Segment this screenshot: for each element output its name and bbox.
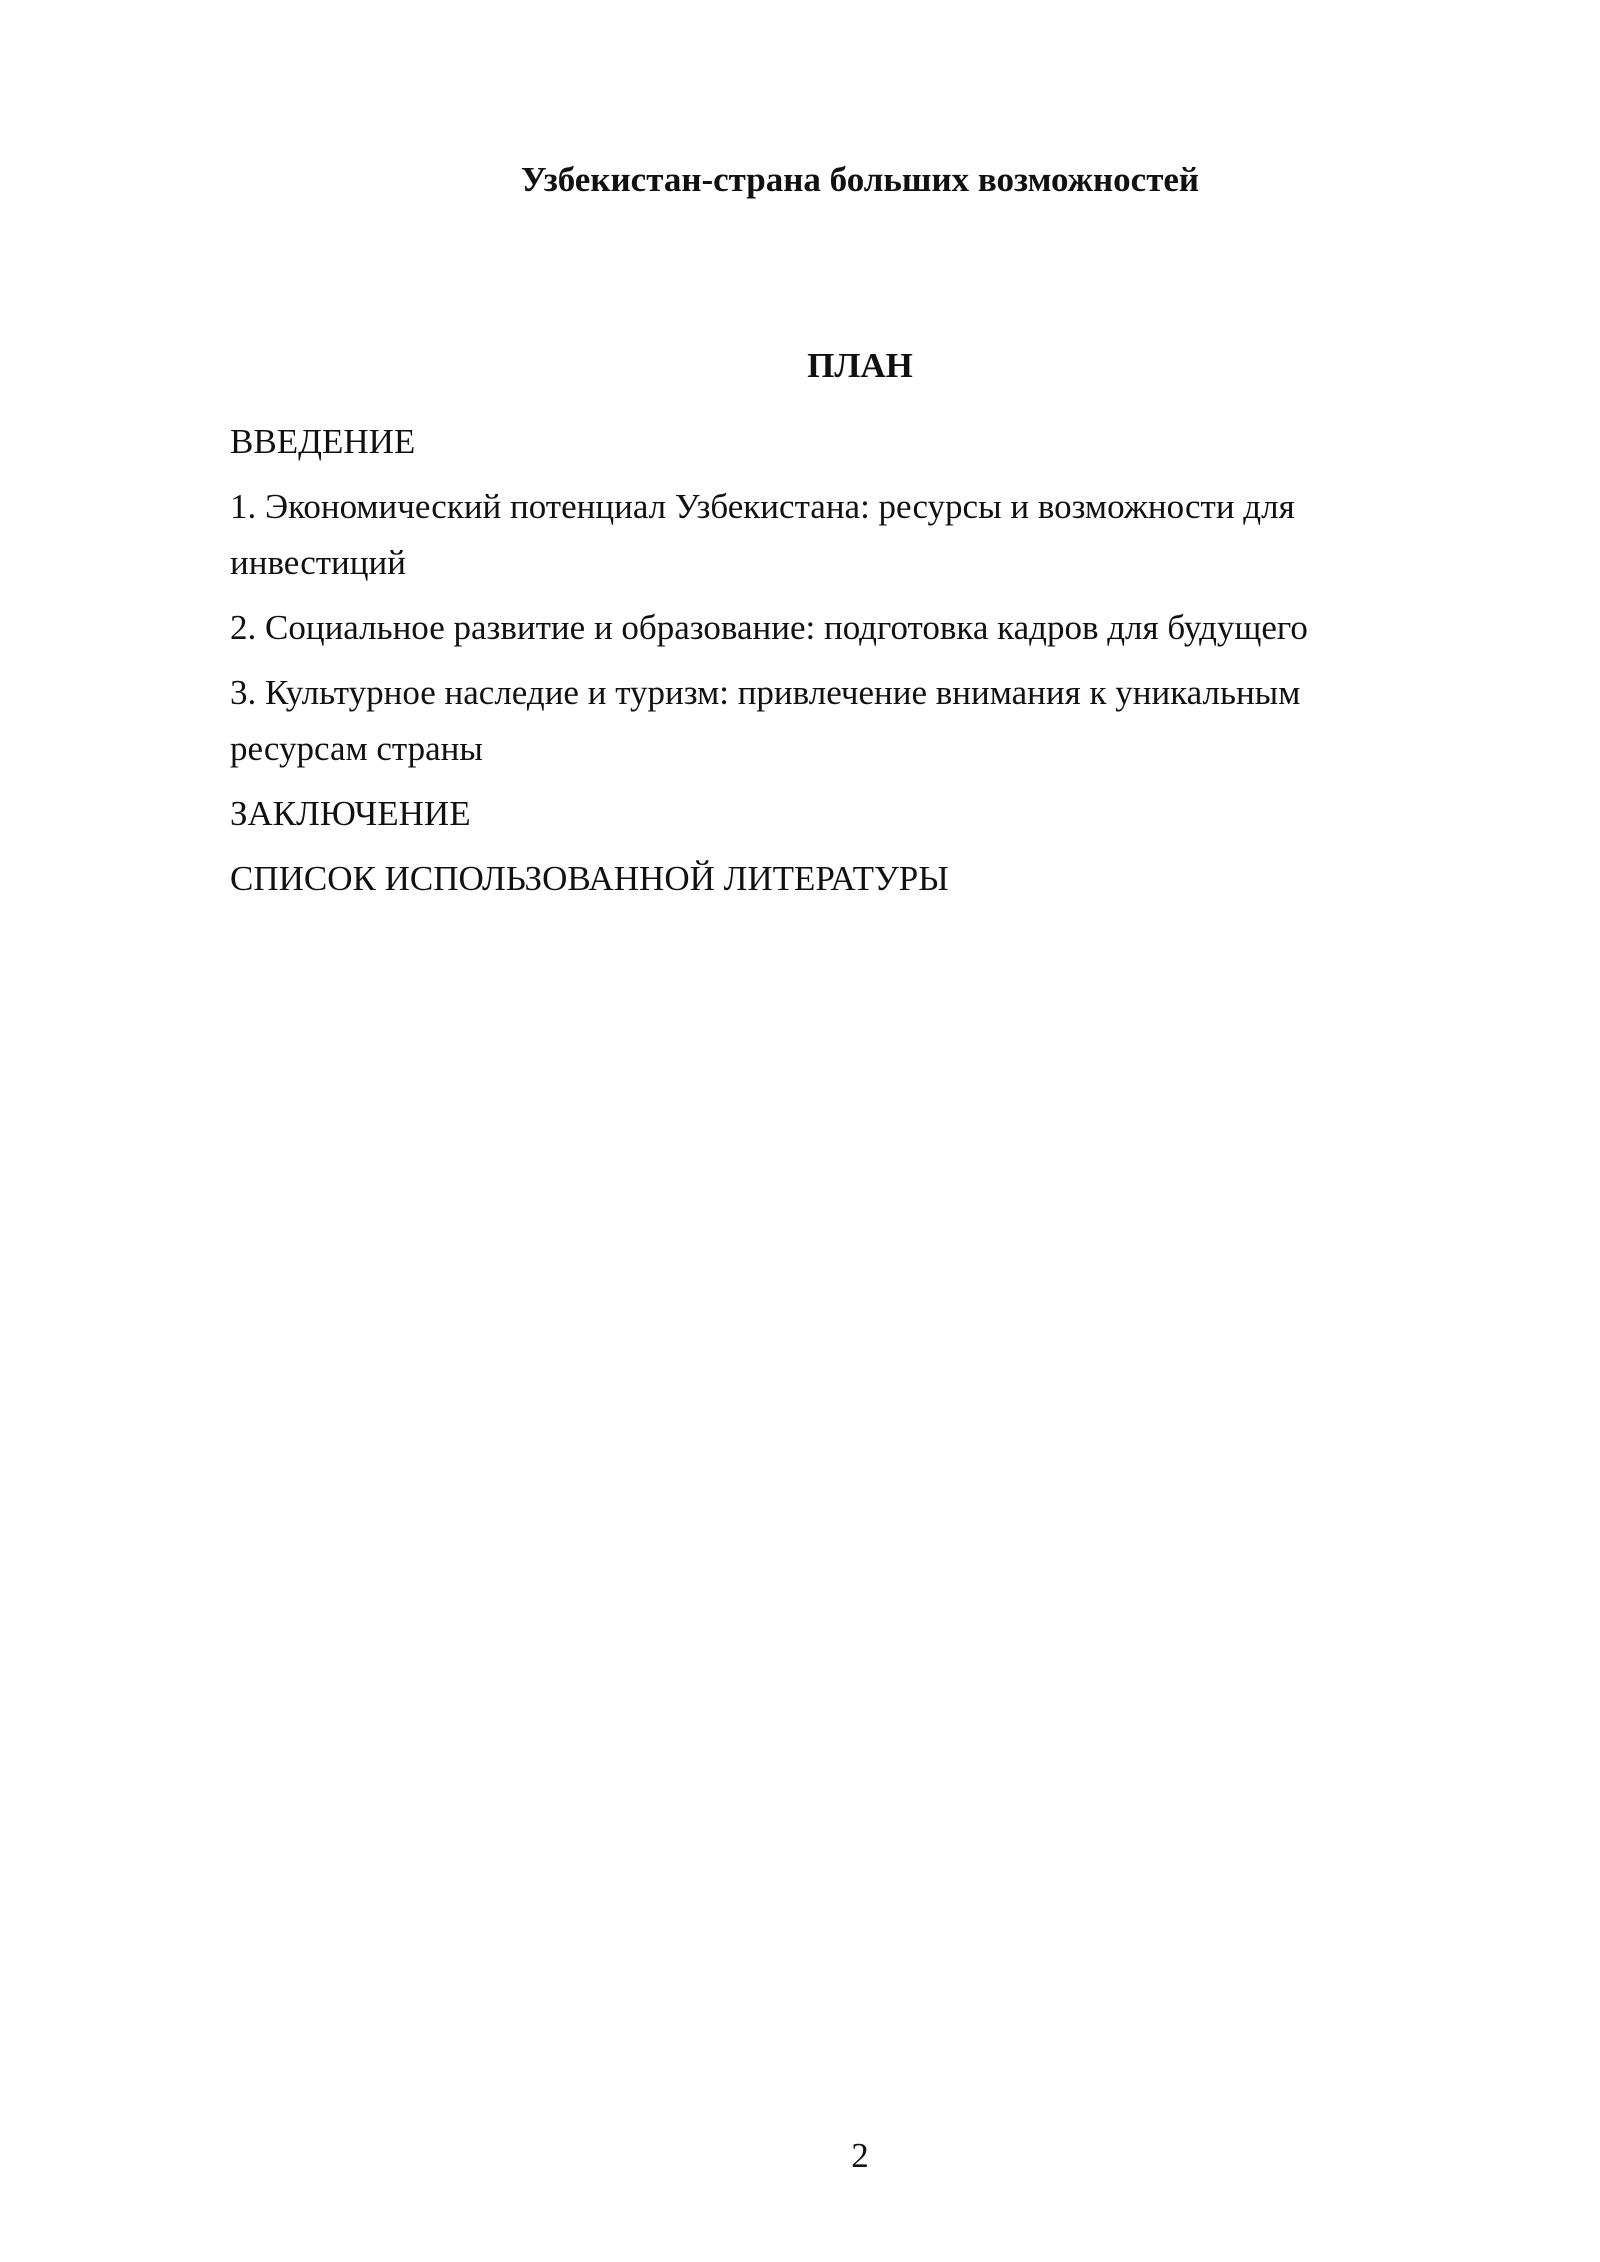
page-number: 2: [851, 2136, 869, 2175]
toc-item-cultural-heritage: 3. Культурное наследие и туризм: привлечение внимания к уникальным ресурсам страны: [230, 673, 1301, 768]
document-title: Узбекистан-страна больших возможностей: [520, 160, 1200, 199]
toc-item-social-development: 2. Социальное развитие и образование: подготовка кадров для будущего: [230, 608, 1308, 647]
toc-item-references: СПИСОК ИСПОЛЬЗОВАННОЙ ЛИТЕРАТУРЫ: [230, 859, 949, 898]
toc-item-introduction: ВВЕДЕНИЕ: [230, 422, 416, 461]
table-of-contents: [230, 414, 1430, 916]
toc-item-conclusion: ЗАКЛЮЧЕНИЕ: [230, 794, 471, 833]
plan-heading: ПЛАН: [807, 346, 913, 385]
toc-item-economic-potential: 1. Экономический потенциал Узбекистана: ресурсы и возможности для инвестиций: [230, 487, 1295, 582]
